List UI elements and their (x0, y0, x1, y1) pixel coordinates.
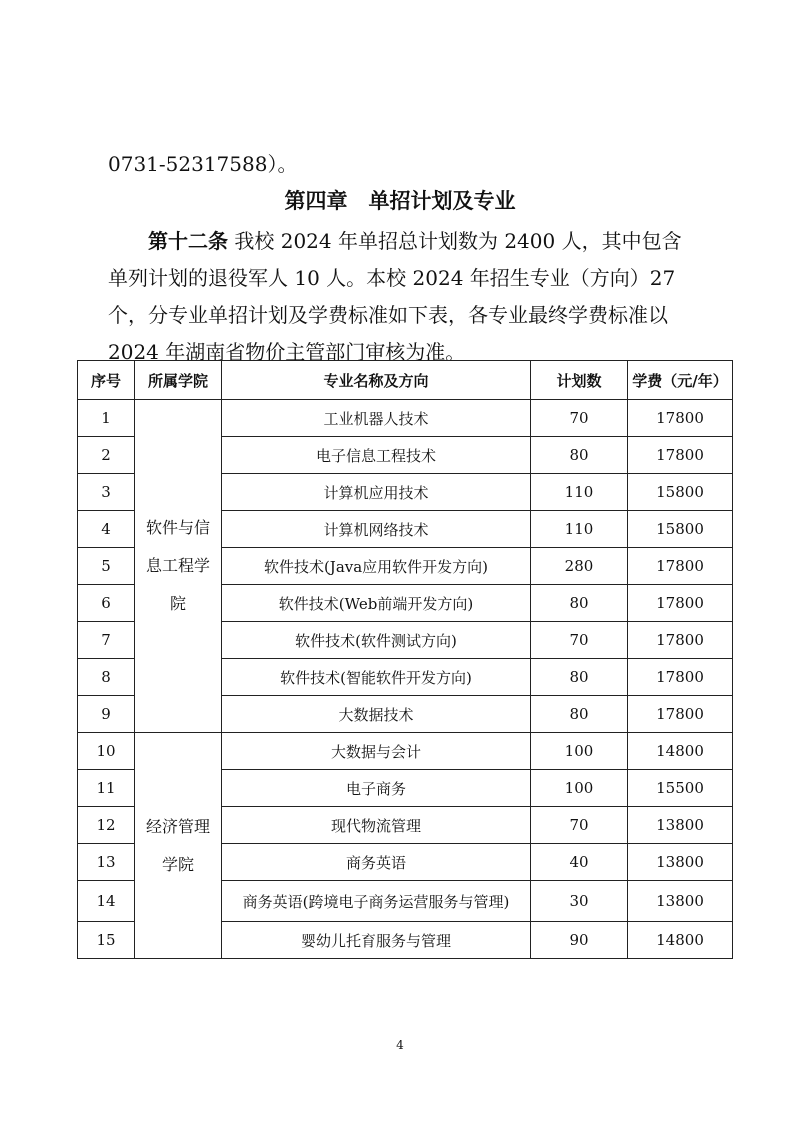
row-index: 1 (78, 400, 135, 437)
table-body (78, 400, 733, 959)
page-number: 4 (396, 1038, 404, 1052)
header-index: 序号 (78, 361, 135, 400)
table-row (78, 733, 733, 770)
row-plan: 100 (531, 733, 628, 770)
row-tuition: 14800 (628, 922, 733, 959)
row-major: 计算机应用技术 (222, 474, 531, 511)
row-index: 2 (78, 437, 135, 474)
row-index: 14 (78, 881, 135, 922)
header-major: 专业名称及方向 (222, 361, 531, 400)
row-plan: 80 (531, 659, 628, 696)
row-index: 10 (78, 733, 135, 770)
row-tuition: 17800 (628, 659, 733, 696)
row-tuition: 13800 (628, 881, 733, 922)
college-name-line: 软件与信 (145, 518, 210, 537)
header-plan: 计划数 (531, 361, 628, 400)
row-major: 软件技术(Java应用软件开发方向) (222, 548, 531, 585)
row-major: 商务英语(跨境电子商务运营服务与管理) (222, 881, 531, 922)
row-index: 4 (78, 511, 135, 548)
row-major: 软件技术(智能软件开发方向) (222, 659, 531, 696)
row-index: 7 (78, 622, 135, 659)
row-tuition: 17800 (628, 622, 733, 659)
row-index: 13 (78, 844, 135, 881)
row-tuition: 17800 (628, 585, 733, 622)
college-name-line: 息工程学 (145, 556, 210, 575)
article-text-1: 我校 2024 年单招总计划数为 2400 人，其中包含 (228, 229, 682, 253)
row-plan: 280 (531, 548, 628, 585)
row-tuition: 13800 (628, 807, 733, 844)
row-index: 8 (78, 659, 135, 696)
row-major: 工业机器人技术 (222, 400, 531, 437)
article-label: 第十二条 (148, 229, 228, 253)
row-tuition: 17800 (628, 548, 733, 585)
row-major: 商务英语 (222, 844, 531, 881)
row-major: 计算机网络技术 (222, 511, 531, 548)
table-header-row (78, 361, 733, 400)
row-major: 婴幼儿托育服务与管理 (222, 922, 531, 959)
row-plan: 110 (531, 511, 628, 548)
college-cell (135, 400, 222, 733)
college-name-line: 经济管理 (145, 816, 210, 836)
article-line-1 (148, 225, 682, 254)
row-index: 15 (78, 922, 135, 959)
row-tuition: 15500 (628, 770, 733, 807)
college-name-line: 学院 (161, 854, 194, 874)
header-college: 所属学院 (135, 361, 222, 400)
row-index: 11 (78, 770, 135, 807)
row-tuition: 17800 (628, 400, 733, 437)
article-line-3: 个，分专业单招计划及学费标准如下表，各专业最终学费标准以 (108, 303, 668, 327)
row-index: 5 (78, 548, 135, 585)
college-name-line: 院 (169, 594, 186, 613)
row-plan: 40 (531, 844, 628, 881)
row-tuition: 15800 (628, 511, 733, 548)
row-tuition: 15800 (628, 474, 733, 511)
article-line-2: 单列计划的退役军人 10 人。本校 2024 年招生专业（方向）27 (108, 266, 676, 290)
row-tuition: 17800 (628, 437, 733, 474)
row-plan: 80 (531, 585, 628, 622)
row-tuition: 17800 (628, 696, 733, 733)
college-cell (135, 733, 222, 959)
row-major: 现代物流管理 (222, 807, 531, 844)
row-plan: 80 (531, 437, 628, 474)
row-index: 12 (78, 807, 135, 844)
row-index: 3 (78, 474, 135, 511)
header-tuition: 学费（元/年） (628, 361, 733, 400)
row-plan: 30 (531, 881, 628, 922)
row-plan: 110 (531, 474, 628, 511)
row-major: 电子商务 (222, 770, 531, 807)
row-major: 大数据技术 (222, 696, 531, 733)
row-plan: 90 (531, 922, 628, 959)
row-index: 9 (78, 696, 135, 733)
row-major: 电子信息工程技术 (222, 437, 531, 474)
row-tuition: 13800 (628, 844, 733, 881)
chapter-title: 第四章 单招计划及专业 (284, 189, 516, 213)
enrollment-table (77, 360, 733, 959)
table-row (78, 400, 733, 437)
row-plan: 70 (531, 807, 628, 844)
article-line-4: 2024 年湖南省物价主管部门审核为准。 (108, 340, 466, 364)
row-major: 软件技术(软件测试方向) (222, 622, 531, 659)
row-plan: 70 (531, 622, 628, 659)
row-tuition: 14800 (628, 733, 733, 770)
row-major: 软件技术(Web前端开发方向) (222, 585, 531, 622)
row-plan: 100 (531, 770, 628, 807)
row-plan: 80 (531, 696, 628, 733)
row-plan: 70 (531, 400, 628, 437)
phone-line: 0731-52317588）。 (108, 152, 298, 176)
row-index: 6 (78, 585, 135, 622)
row-major: 大数据与会计 (222, 733, 531, 770)
